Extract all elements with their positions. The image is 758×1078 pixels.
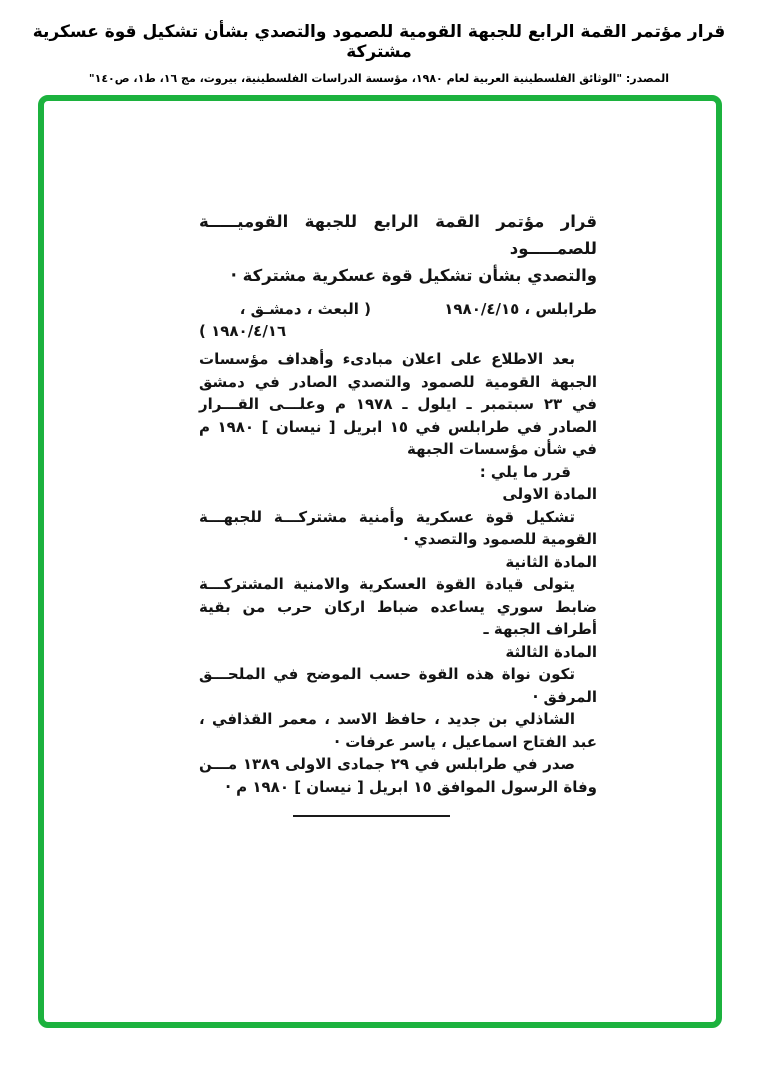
issuance-paragraph (199, 753, 597, 798)
scanned-document (199, 208, 597, 817)
decree-line: قرر ما يلي : (479, 462, 571, 481)
article-two-paragraph (199, 573, 597, 641)
text-line: تشكيل قوة عسكرية وأمنية مشتركـــة للجبهـــة (199, 507, 575, 526)
article-one-paragraph (199, 506, 597, 551)
article-three-paragraph (199, 663, 597, 708)
preamble-paragraph (199, 348, 597, 461)
page-header-source-line: المصدر: "الوثائق الفلسطينية العربية لعام ١٩٨٠، مؤسسة الدراسات الفلسطينية، بيروت، مج ١٦، ط١، ص١٤٠" (88, 72, 670, 85)
text-line: صدر في طرابلس في ٢٩ جمادى الاولى ١٣٨٩ مـــن (199, 755, 575, 773)
article-three-heading: المادة الثالثة (505, 642, 597, 661)
place-date: طرابلس ، ١٩٨٠/٤/١٥ (444, 300, 597, 318)
signatories-paragraph (199, 708, 597, 753)
text-line: ضابط سوري يساعده ضباط اركان حرب من بقية (199, 597, 597, 616)
article-one-heading: المادة الاولى (502, 485, 597, 503)
text-line: وفاة الرسول الموافق ١٥ ابريل [ نيسان ] ١٩٨٠ م · (225, 777, 597, 796)
text-line: الجبهة القومية للصمود والتصدي الصادر في دمشق (199, 372, 597, 391)
dateline (199, 298, 597, 342)
text-line: في ٢٣ سبتمبر ـ ايلول ـ ١٩٧٨ م وعلـــى القـــرار (199, 395, 597, 413)
text-line: يتولى قيادة القوة العسكرية والامنية المشتركـــة (199, 575, 575, 593)
document-frame (38, 95, 722, 1028)
page-header (0, 22, 758, 85)
source-citation (199, 298, 371, 342)
document-title (199, 208, 597, 289)
text-line: عبد الفتاح اسماعيل ، ياسر عرفات · (334, 732, 597, 751)
page-header-title: قرار مؤتمر القمة الرابع للجبهة القومية للصمود والتصدي بشأن تشكيل قوة عسكرية مشتركة (32, 22, 726, 62)
document-title-line: قرار مؤتمر القمة الرابع للجبهة القوميـــــة للصمـــــود (199, 212, 597, 258)
text-line: تكون نواة هذه القوة حسب الموضح في الملحـــق (199, 665, 575, 683)
article-two-heading: المادة الثانية (505, 552, 597, 571)
text-line: الشاذلي بن جديد ، حافظ الاسد ، معمر القذافي ، (199, 710, 575, 728)
document-title-line: والتصدي بشأن تشكيل قوة عسكرية مشتركة · (230, 266, 597, 285)
text-line: الصادر في طرابلس في ١٥ ابريل [ نيسان ] ١٩٨٠ م (199, 417, 597, 436)
text-line: بعد الاطلاع على اعلان مبادىء وأهداف مؤسسات (199, 350, 575, 368)
citation-line: ١٩٨٠/٤/١٦ ) (199, 322, 287, 340)
text-line: أطراف الجبهة ـ (483, 620, 597, 638)
text-line: القومية للصمود والتصدي · (403, 530, 597, 548)
text-line: في شأن مؤسسات الجبهة (407, 440, 597, 458)
text-line: المرفق · (532, 687, 597, 706)
end-rule (293, 815, 450, 817)
citation-line: ( البعث ، دمشـق ، (239, 300, 371, 318)
doc-body (199, 348, 597, 798)
